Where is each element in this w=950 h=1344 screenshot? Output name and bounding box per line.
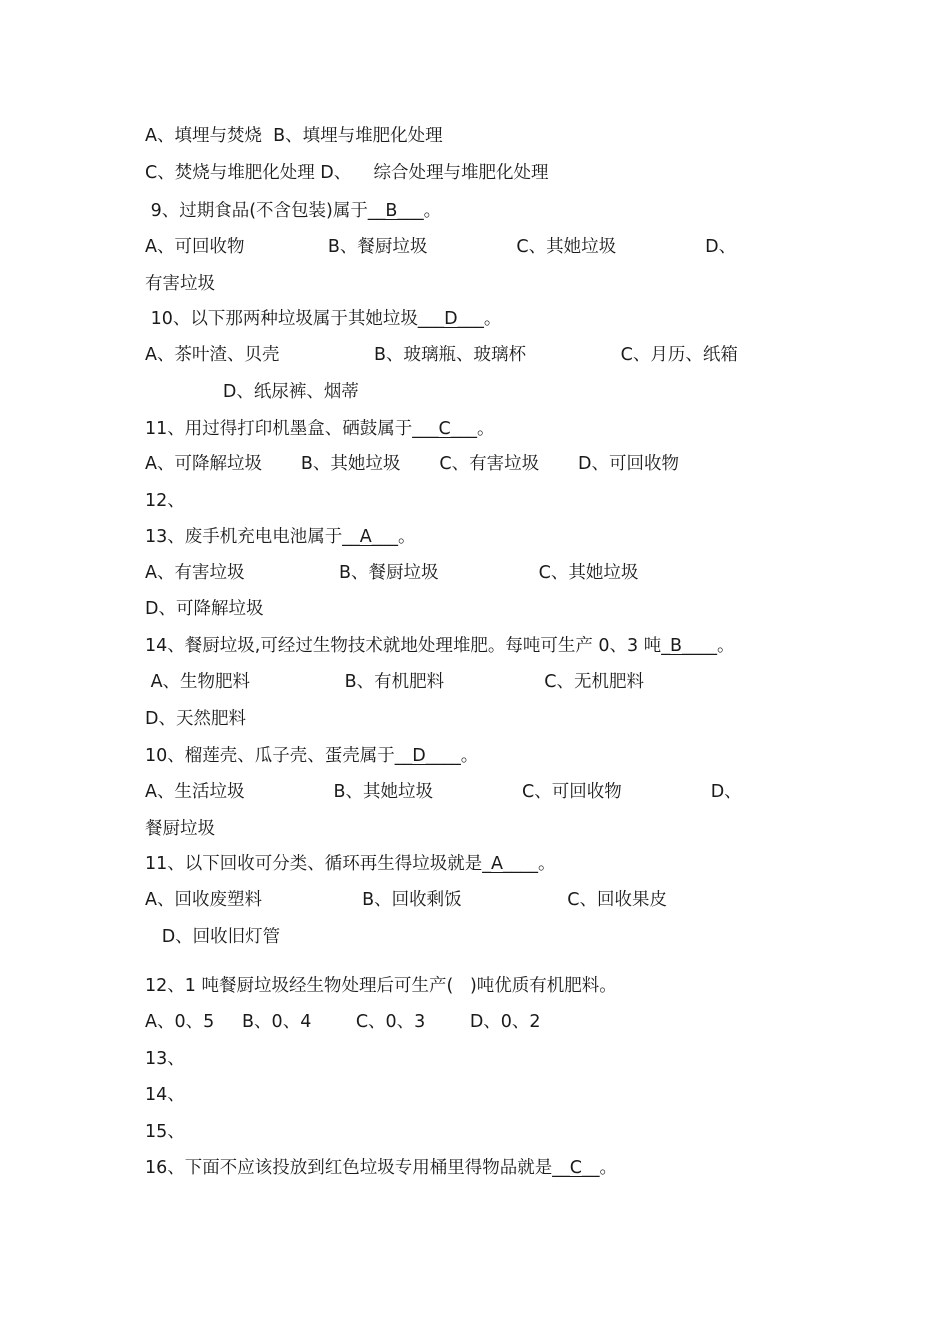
question-10b [145, 745, 478, 767]
answer-blank: _B____ [661, 636, 717, 656]
question-number: 15、 [145, 1122, 185, 1142]
question-16 [145, 1157, 617, 1179]
answer-options-line: 有害垃圾 [145, 274, 215, 294]
answer-blank: _A____ [482, 854, 539, 874]
question-end: 。 [460, 746, 479, 766]
answer-options-line: C、焚烧与堆肥化处理 D、 综合处理与堆肥化处理 [145, 163, 549, 183]
answer-options-line: A、0、5 B、0、4 C、0、3 D、0、2 [145, 1012, 541, 1032]
answer-options-line: D、纸尿裤、烟蒂 [145, 382, 359, 402]
question-end: 。 [398, 527, 416, 547]
question-end: 。 [717, 636, 735, 656]
question-11 [145, 418, 495, 440]
answer-blank: __D____ [394, 746, 461, 766]
answer-blank: ___D___ [417, 309, 484, 329]
answer-options-line: D、可降解垃圾 [145, 599, 264, 619]
question-text: 10、榴莲壳、瓜子壳、蛋壳属于 [145, 746, 395, 766]
question-number: 12、 [145, 491, 185, 511]
question-11b [145, 853, 556, 875]
question-text: 10、以下那两种垃圾属于其她垃圾 [145, 309, 418, 329]
answer-blank: ___C___ [412, 419, 478, 439]
answer-blank: __C__ [552, 1158, 600, 1178]
answer-blank: __B___ [367, 201, 424, 221]
answer-options-line: A、茶叶渣、贝壳 B、玻璃瓶、玻璃杯 C、月历、纸箱 [145, 345, 738, 365]
answer-options-line: A、可降解垃圾 B、其她垃圾 C、有害垃圾 D、可回收物 [145, 454, 679, 474]
answer-options-line: D、天然肥料 [145, 709, 246, 729]
question-number: 13、 [145, 1049, 185, 1069]
question-end: 。 [477, 419, 495, 439]
question-number: 14、 [145, 1085, 185, 1105]
question-text: 13、废手机充电电池属于 [145, 527, 343, 547]
question-text: 9、过期食品(不含包装)属于 [145, 201, 368, 221]
answer-options-line: D、回收旧灯管 [145, 927, 281, 947]
answer-options-line: A、有害垃圾 B、餐厨垃圾 C、其她垃圾 [145, 563, 639, 583]
question-end: 。 [599, 1158, 618, 1178]
question-end: 。 [483, 309, 502, 329]
question-text: 16、下面不应该投放到红色垃圾专用桶里得物品就是 [145, 1158, 553, 1178]
answer-options-line: A、生物肥料 B、有机肥料 C、无机肥料 [145, 672, 644, 692]
answer-options-line: A、可回收物 B、餐厨垃圾 C、其她垃圾 D、 [145, 237, 737, 257]
question-end: 。 [538, 854, 556, 874]
answer-options-line: A、填埋与焚烧 B、填埋与堆肥化处理 [145, 126, 443, 146]
question-12b: 12、1 吨餐厨垃圾经生物处理后可生产( )吨优质有机肥料。 [145, 976, 617, 996]
question-10 [145, 308, 501, 330]
question-9 [145, 200, 441, 222]
answer-options-line: A、回收废塑料 B、回收剩饭 C、回收果皮 [145, 890, 668, 910]
answer-options-line: A、生活垃圾 B、其她垃圾 C、可回收物 D、 [145, 782, 742, 802]
question-end: 。 [423, 201, 442, 221]
question-text: 11、用过得打印机墨盒、硒鼓属于 [145, 419, 413, 439]
answer-blank: __A___ [342, 527, 399, 547]
question-13 [145, 526, 416, 548]
answer-options-line: 餐厨垃圾 [145, 819, 215, 839]
question-text: 11、以下回收可分类、循环再生得垃圾就是 [145, 854, 483, 874]
question-14 [145, 635, 735, 657]
question-text: 14、餐厨垃圾,可经过生物技术就地处理堆肥。每吨可生产 0、3 吨 [145, 636, 662, 656]
